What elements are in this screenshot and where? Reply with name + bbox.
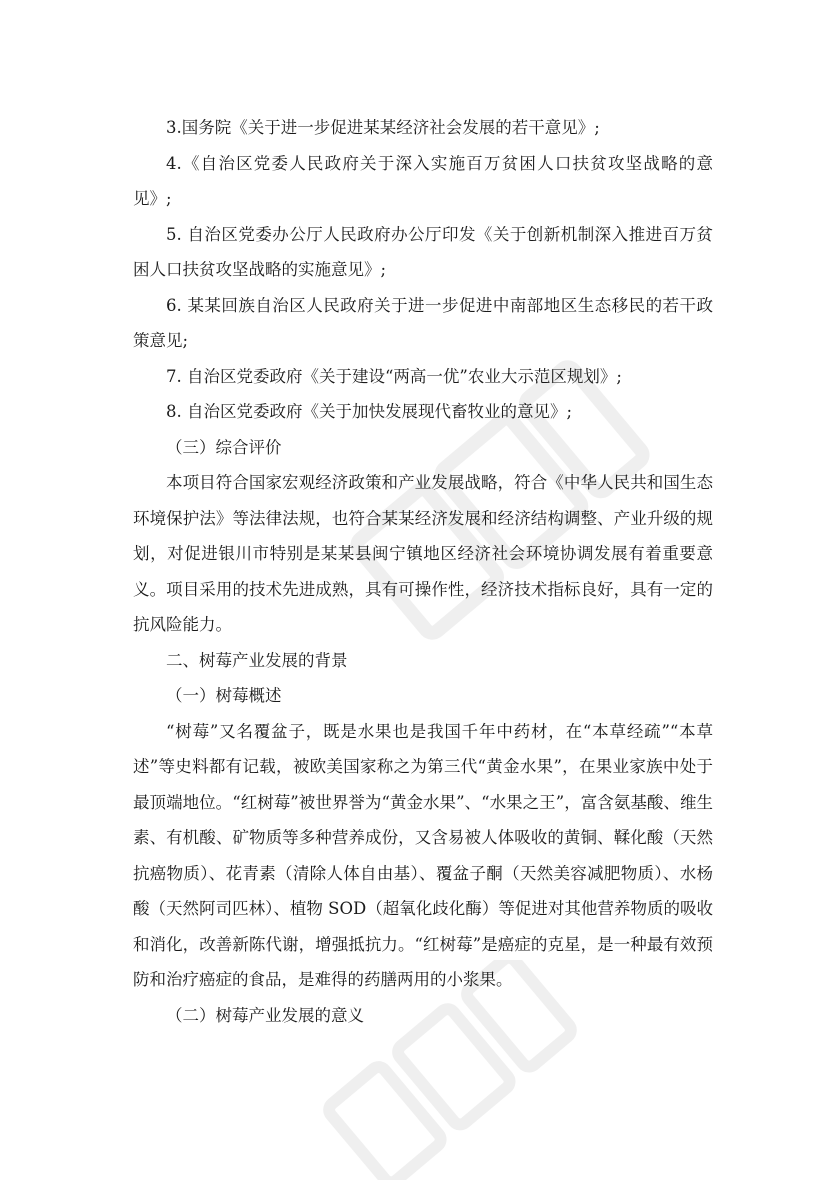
document-body — [133, 110, 713, 1033]
heading-section-two: 二、树莓产业发展的背景 — [166, 650, 348, 670]
policy-item-8: 8. 自治区党委政府《关于加快发展现代畜牧业的意见》; — [166, 402, 573, 421]
heading-evaluation: （三）综合评价 — [166, 437, 282, 457]
heading-raspberry-overview: （一）树莓概述 — [166, 686, 282, 705]
heading-industry-significance: （二）树莓产业发展的意义 — [166, 1005, 364, 1025]
policy-item-7: 7. 自治区党委政府《关于建设“两高一优”农业大示范区规划》; — [166, 366, 622, 386]
policy-item-5: 5. 自治区党委办公厅人民政府办公厅印发《关于创新机制深入推进百万贫困人口扶贫攻坚战略的实施意见》; — [133, 224, 713, 279]
evaluation-body: 本项目符合国家宏观经济政策和产业发展战略，符合《中华人民共和国生态环境保护法》等法律法规，也符合某某经济发展和经济结构调整、产业升级的规划，对促进银川市特别是某某县闽宁镇地区经济社会环境协调发展有着重要意义。项目采用的技术先进成熟，具有可操作性，经济技术指标良好，具有一定的抗风险能力。 — [133, 473, 713, 634]
raspberry-overview-body: “树莓”又名覆盆子，既是水果也是我国千年中药材，在“本草经疏”“本草述”等史料都有记载，被欧美国家称之为第三代“黄金水果”，在果业家族中处于最顶端地位。“红树莓”被世界誉为“黄金水果”、“水果之王”，富含氨基酸、维生素、有机酸、矿物质等多种营养成份，又含易被人体吸收的黄铜、鞣化酸（天然抗癌物质）、花青素（清除人体自由基）、覆盆子酮（天然美容减肥物质）、水杨酸（天然阿司匹林）、植物 SOD（超氧化歧化酶）等促进对其他营养物质的吸收和消化，改善新陈代谢，增强抵抗力。“红树莓”是癌症的克星，是一种最有效预防和治疗癌症的食品，是难得的药膳两用的小浆果。 — [133, 721, 713, 989]
policy-item-4: 4.《自治区党委人民政府关于深入实施百万贫困人口扶贫攻坚战略的意见》; — [133, 153, 713, 208]
policy-item-6: 6. 某某回族自治区人民政府关于进一步促进中南部地区生态移民的若干政策意见; — [133, 295, 713, 350]
policy-item-3: 3.国务院《关于进一步促进某某经济社会发展的若干意见》; — [166, 118, 600, 137]
